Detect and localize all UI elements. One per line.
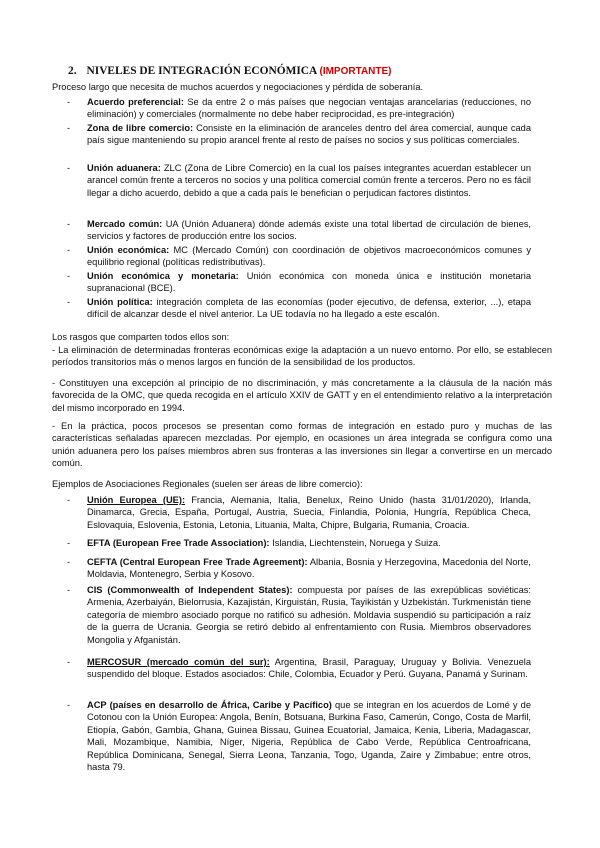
trait-paragraph: - La eliminación de determinadas fronteras económicas exige la adaptación a un nuevo entorno. Por ello, se establecen períodos transitorios más o menos largos en función de la sensibilidad de los productos. [52, 345, 552, 368]
level-item: - Mercado común: UA (Unión Aduanera) dónde además existe una total libertad de circulación de bienes, servicios y factores de producción entre los socios. [67, 219, 532, 242]
level-term: Unión económica y monetaria: [87, 271, 239, 281]
example-text: Albania, Bosnia y Herzegovina, Macedonia del Norte, Moldavia, Montenegro, Serbia y Kosovo. [87, 557, 531, 580]
level-text: ZLC (Zona de Libre Comercio) en la cual los países integrantes acuerdan establecer un arancel común frente a terceros no socios y una política comercial común frente a terceros. Pero no es fácil llegar a dicho acuerdo, debido a que a cada país le benefician o perjudican factores distintos. [87, 163, 531, 198]
level-text: integración completa de las economías (poder ejecutivo, de defensa, exterior, ...), etapa difícil de alcanzar desde el nivel anterior. La UE todavía no ha llegado a este escalón. [87, 297, 531, 320]
example-text: Islandia, Liechtenstein, Noruega y Suiza. [269, 538, 441, 548]
example-item: - MERCOSUR (mercado común del sur): Argentina, Brasil, Paraguay, Uruguay y Bolivia. Venezuela suspendido del bloque. Estados asociados: Chile, Colombia, Ecuador y Perú. Guyana, Panamá y Surinam. [67, 657, 531, 680]
example-item: - CIS (Commonwealth of Independent States): compuesta por países de las exrepúblicas soviéticas: Armenia, Azerbaiyán, Bielorrusia, Kazajistán, Kirguistán, Rusia, Tayikistán y Uzbekistán. Turkmenistán tiene categoría de miembro asociado porque no ratificó su adhesión. Moldavia suspendió su participación a raíz de la guerra de Ucrania. Georgia se retiró debido al enfrentamiento con Rusia. Miembros observadores Mongolia y Afganistán. [67, 585, 531, 645]
level-term: Zona de libre comercio: [87, 123, 194, 133]
example-term: CEFTA (Central European Free Trade Agreement): [87, 557, 308, 567]
level-text: Se da entre 2 o más países que negocian ventajas arancelarias (reducciones, no eliminación) y comerciales (normalmente no debe haber reciprocidad, es pre-integración) [87, 97, 531, 120]
level-item: - Unión económica: MC (Mercado Común) con coordinación de objetivos macroeconómicos comunes y equilibrio regional (políticas redistributivas). [67, 245, 531, 268]
example-term: ACP (países en desarrollo de África, Caribe y Pacífico) [87, 700, 332, 710]
example-item: - Unión Europea (UE): Francia, Alemania, Italia, Benelux, Reino Unido (hasta 31/01/2020), Irlanda, Dinamarca, Grecia, España, Portugal, Austria, Suecia, Finlandia, Polonia, Hungría, República Checa, Eslovaquia, Eslovenia, Estonia, Letonia, Lituania, Malta, Chipre, Bulgaria, Rumania, Croacia. [67, 495, 531, 530]
level-text: UA (Unión Aduanera) dónde además existe una total libertad de circulación de bienes, servicios y factores de producción entre los socios. [87, 219, 532, 242]
example-item: - EFTA (European Free Trade Association): Islandia, Liechtenstein, Noruega y Suiza. [67, 538, 441, 548]
examples-intro: Ejemplos de Asociaciones Regionales (suelen ser áreas de libre comercio): [52, 479, 363, 489]
section-title: NIVELES DE INTEGRACIÓN ECONÓMICA [86, 65, 317, 77]
level-item: - Acuerdo preferencial: Se da entre 2 o más países que negocian ventajas arancelarias (reducciones, no eliminación) y comerciales (normalmente no debe haber reciprocidad, es pre-integración) [67, 97, 531, 120]
example-term: EFTA (European Free Trade Association): [87, 538, 270, 548]
level-item: - Unión aduanera: ZLC (Zona de Libre Comercio) en la cual los países integrantes acuerdan establecer un arancel común frente a terceros no socios y una política comercial común frente a terceros. Pero no es fácil llegar a dicho acuerdo, debido a que a cada país le benefician o perjudican factores distintos. [67, 163, 531, 198]
level-term: Unión política: [87, 297, 153, 307]
example-text: que se integran en los acuerdos de Lomé y de Cotonou con la Unión Europea: Angola, Benín, Botsuana, Burkina Faso, Camerún, Congo, Costa de Marfil, Etiopía, Gabón, Gambia, Ghana, Guinea Bissau, Guinea Ecuatorial, Jamaica, Kenia, Liberia, Madagascar, Mali, Mozambique, Namibia, Níger, Nigeria, República de Cabo Verde, República Centroafricana, República Dominicana, Senegal, Sierra Leona, Tanzania, Togo, Uganda, Zaire y Zimbabue; entre otros, hasta 79. [87, 700, 531, 773]
level-item: - Unión política: integración completa de las economías (poder ejecutivo, de defensa, exterior, ...), etapa difícil de alcanzar desde el nivel anterior. La UE todavía no ha llegado a este escalón. [67, 297, 531, 320]
intro-paragraph: Proceso largo que necesita de muchos acuerdos y negociaciones y pérdida de soberanía. [52, 82, 424, 92]
example-text: compuesta por países de las exrepúblicas soviéticas: Armenia, Azerbaiyán, Bielorrusia, Kazajistán, Kirguistán, Rusia, Tayikistán y Uzbekistán. Turkmenistán tiene categoría de miembro asociado porque no ratificó su adhesión. Moldavia suspendió su participación a raíz de la guerra de Ucrania. Georgia se retiró debido al enfrentamiento con Rusia. Miembros observadores Mongolia y Afganistán. [87, 585, 531, 645]
trait-paragraph: - En la práctica, pocos procesos se presentan como formas de integración en estado puro y muchas de las características señaladas aparecen mezcladas. Por ejemplo, en ocasiones un área integrada se configura como una unión aduanera pero los países miembros abren sus fronteras a las inversiones sin llegar a convertirse en un mercado común. [52, 421, 552, 469]
level-text: Consiste en la eliminación de aranceles dentro del área comercial, aunque cada país sigue manteniendo su propio arancel frente al resto de países no socios y sus políticas comerciales. [87, 123, 532, 146]
important-tag: (IMPORTANTE) [319, 66, 392, 77]
level-term: Mercado común: [87, 219, 163, 229]
section-heading [68, 65, 392, 77]
level-text: Unión económica con moneda única e institución monetaria supranacional (BCE). [87, 271, 531, 294]
level-term: Acuerdo preferencial: [87, 97, 184, 107]
example-text: Francia, Alemania, Italia, Benelux, Reino Unido (hasta 31/01/2020), Irlanda, Dinamarca, Grecia, España, Portugal, Austria, Suecia, Finlandia, Polonia, Hungría, República Checa, Eslovaquia, Eslovenia, Estonia, Letonia, Lituania, Malta, Chipre, Bulgaria, Rumania, Croacia. [87, 495, 531, 530]
level-item: - Unión económica y monetaria: Unión económica con moneda única e institución monetaria supranacional (BCE). [67, 271, 531, 294]
example-term: MERCOSUR (mercado común del sur): [87, 657, 270, 667]
example-text: Argentina, Brasil, Paraguay, Uruguay y Bolivia. Venezuela suspendido del bloque. Estados asociados: Chile, Colombia, Ecuador y Perú. Guyana, Panamá y Surinam. [87, 657, 531, 680]
level-term: Unión económica: [87, 245, 170, 255]
trait-paragraph: - Constituyen una excepción al principio de no discriminación, y más concretamente a la cláusula de la nación más favorecida de la OMC, que queda recogida en el artículo XXIV de GATT y en el entendimiento relativo a la interpretación del mismo incorporado en 1994. [52, 378, 552, 413]
level-term: Unión aduanera: [87, 163, 161, 173]
level-item: - Zona de libre comercio: Consiste en la eliminación de aranceles dentro del área comercial, aunque cada país sigue manteniendo su propio arancel frente al resto de países no socios y sus políticas comerciales. [67, 123, 532, 146]
level-text: MC (Mercado Común) con coordinación de objetivos macroeconómicos comunes y equilibrio regional (políticas redistributivas). [87, 245, 531, 268]
example-term: Unión Europea (UE): [87, 495, 186, 505]
section-number: 2. [68, 65, 77, 77]
example-term: CIS (Commonwealth of Independent States): [87, 585, 293, 595]
example-item: - ACP (países en desarrollo de África, Caribe y Pacífico) que se integran en los acuerdos de Lomé y de Cotonou con la Unión Europea: Angola, Benín, Botsuana, Burkina Faso, Camerún, Congo, Costa de Marfil, Etiopía, Gabón, Gambia, Ghana, Guinea Bissau, Guinea Ecuatorial, Jamaica, Kenia, Liberia, Madagascar, Mali, Mozambique, Namibia, Níger, Nigeria, República de Cabo Verde, República Centroafricana, República Dominicana, Senegal, Sierra Leona, Tanzania, Togo, Uganda, Zaire y Zimbabue; entre otros, hasta 79. [67, 700, 531, 773]
example-item: - CEFTA (Central European Free Trade Agreement): Albania, Bosnia y Herzegovina, Macedonia del Norte, Moldavia, Montenegro, Serbia y Kosovo. [67, 557, 531, 580]
traits-intro: Los rasgos que comparten todos ellos son: [52, 332, 230, 342]
